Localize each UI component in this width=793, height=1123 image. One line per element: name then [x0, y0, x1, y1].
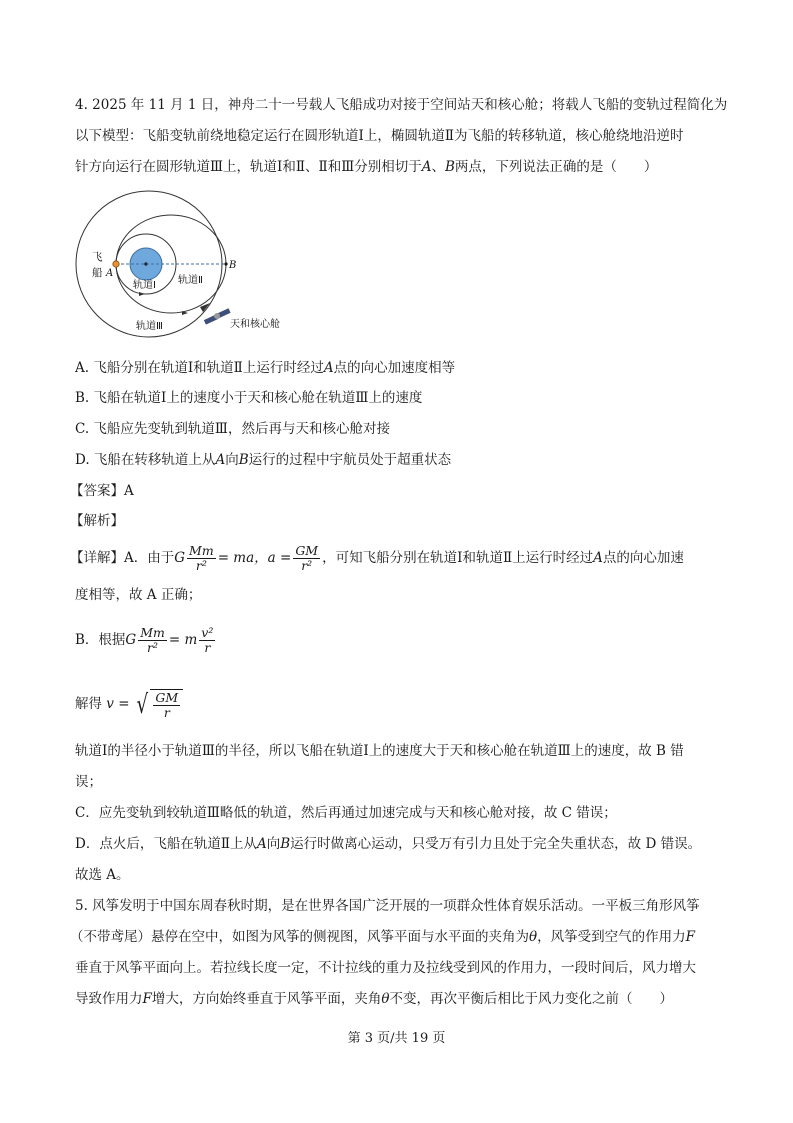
q5-line-3: 垂直于风筝平面向上。若拉线长度一定，不计拉线的重力及拉线受到风的作用力，一段时间后，风力增大	[75, 960, 696, 976]
q5-line-2	[70, 927, 695, 947]
option-a-text: A. 飞船分别在轨道Ⅰ和轨道Ⅱ上运行时经过	[75, 360, 324, 376]
point-a-label: A	[257, 836, 267, 852]
detail-text: ，可知飞船分别在轨道Ⅰ和轨道Ⅱ上运行时经过	[322, 550, 594, 566]
answer-line	[70, 481, 134, 501]
answer-value: A	[124, 483, 134, 499]
detail-text: 运行时做离心运动，只受万有引力且处于完全失重状态，故 D 错误。	[290, 836, 702, 852]
separator: 、	[431, 159, 445, 175]
detail-b-formula	[75, 622, 217, 658]
label-orbit-2: 轨道Ⅱ	[178, 275, 203, 286]
force-symbol: F	[685, 929, 696, 945]
orbit-diagram	[70, 190, 290, 340]
formula-g: G	[125, 632, 137, 648]
detail-text: 向	[266, 836, 281, 852]
detail-text: A．由于	[124, 550, 175, 566]
formula-g: G	[174, 550, 186, 566]
label-orbit-1: 轨道Ⅰ	[133, 280, 156, 291]
formula-fraction: $\frac{Mm}{\text{r²}}$	[189, 543, 214, 573]
spaceship-dot	[113, 261, 119, 267]
option-d	[75, 450, 451, 470]
q4-stem-line-3	[75, 157, 657, 177]
theta-symbol: θ	[529, 929, 538, 945]
point-b-dot	[224, 262, 227, 265]
q5-text: 不变，再次平衡后相比于风力变化之前（ ）	[389, 991, 674, 1007]
space-station-icon	[204, 308, 231, 324]
answer-label: 【答案】	[70, 483, 124, 499]
option-d-text: 运行的过程中宇航员处于超重状态	[248, 452, 452, 468]
detail-b-line-2: 误；	[75, 774, 102, 790]
option-b: B. 飞船在轨道Ⅰ上的速度小于天和核心舱在轨道Ⅲ上的速度	[75, 390, 423, 406]
q5-text: （不带鸢尾）悬停在空中，如图为风筝的侧视图，风筝平面与水平面的夹角为	[70, 929, 529, 945]
q5-text: 导致作用力	[75, 991, 143, 1007]
option-d-text: 向	[225, 452, 239, 468]
label-a: A	[106, 268, 114, 279]
theta-symbol: θ	[381, 991, 390, 1007]
detail-text: B．根据	[75, 632, 126, 648]
q4-stem-text: 两点，下列说法正确的是（ ）	[454, 159, 658, 175]
formula-text: = ma，	[217, 550, 268, 566]
q4-stem-line-1: 4. 2025 年 11 月 1 日，神舟二十一号载人飞船成功对接于空间站天和核心舱；将载人飞船的变轨过程简化为	[75, 97, 728, 113]
point-b-label: B	[280, 836, 291, 852]
point-a-label: A	[421, 159, 432, 175]
orbit-1-arrow	[139, 292, 145, 296]
detail-text: 解得	[75, 696, 102, 712]
force-symbol: F	[142, 991, 152, 1007]
q4-stem-line-2: 以下模型：飞船变轨前绕地稳定运行在圆形轨道Ⅰ上，椭圆轨道Ⅱ为飞船的转移轨道，核心舱绕地沿逆时	[75, 128, 684, 144]
detail-c-line: C．应先变轨到较轨道Ⅲ略低的轨道，然后再通过加速完成与天和核心舱对接，故 C 错误；	[75, 805, 617, 821]
formula-sqrt: √ $\frac{GM}{r}$	[134, 689, 183, 721]
conclusion-line: 故选 A。	[75, 867, 130, 883]
q5-line-1: 5. 风筝发明于中国东周春秋时期，是在世界各国广泛开展的一项群众性体育娱乐活动。一平板三角形风筝	[75, 898, 700, 914]
option-c: C. 飞船应先变轨到轨道Ⅲ，然后再与天和核心舱对接	[75, 421, 390, 437]
q5-text: 增大，方向始终垂直于风筝平面，夹角	[151, 991, 382, 1007]
option-d-text: D. 飞船在转移轨道上从	[75, 452, 216, 468]
analysis-label: 【解析】	[70, 513, 124, 529]
label-fei: 飞	[92, 251, 103, 263]
detail-text: D．点火后，飞船在轨道Ⅱ上从	[75, 836, 257, 852]
formula-text: v =	[106, 696, 130, 712]
q5-text: ，风筝受到空气的作用力	[537, 929, 686, 945]
point-b-label: B	[444, 159, 455, 175]
label-chuan: 船	[92, 267, 103, 279]
detail-label: 【详解】	[70, 550, 124, 566]
label-station: 天和核心舱	[230, 319, 280, 330]
formula-text: = m	[168, 632, 198, 648]
detail-d-line	[75, 834, 701, 854]
detail-b-line-1: 轨道Ⅰ的半径小于轨道Ⅲ的半径，所以飞船在轨道Ⅰ上的速度大于天和核心舱在轨道Ⅲ上的速度，故 B 错	[75, 743, 684, 759]
label-b: B	[229, 260, 237, 271]
detail-text: 点的向心加速	[602, 550, 684, 566]
page-footer: 第 3 页/共 19 页	[347, 1031, 446, 1046]
detail-a-line-2: 度相等，故 A 正确；	[75, 587, 202, 603]
q5-line-4	[75, 989, 673, 1009]
formula-fraction: $\frac{\text{v²}}{r}$	[201, 625, 214, 655]
point-b-label: B	[238, 452, 249, 468]
q4-stem-text: 针方向运行在圆形轨道Ⅲ上，轨道Ⅰ和Ⅱ、Ⅱ和Ⅲ分别相切于	[75, 159, 422, 175]
detail-a-line-1	[70, 540, 684, 576]
detail-b-solve	[75, 686, 183, 722]
formula-fraction: $\frac{Mm}{\text{r²}}$	[140, 625, 165, 655]
formula-text: a =	[267, 550, 292, 566]
point-a-label: A	[215, 452, 226, 468]
option-a-text: 点的向心加速度相等	[333, 360, 456, 376]
point-a-label: A	[323, 360, 334, 376]
point-a-label: A	[593, 550, 603, 566]
option-a	[75, 358, 455, 378]
formula-fraction: $\frac{GM}{\text{r²}}$	[295, 543, 319, 573]
label-orbit-3: 轨道Ⅲ	[136, 321, 163, 332]
